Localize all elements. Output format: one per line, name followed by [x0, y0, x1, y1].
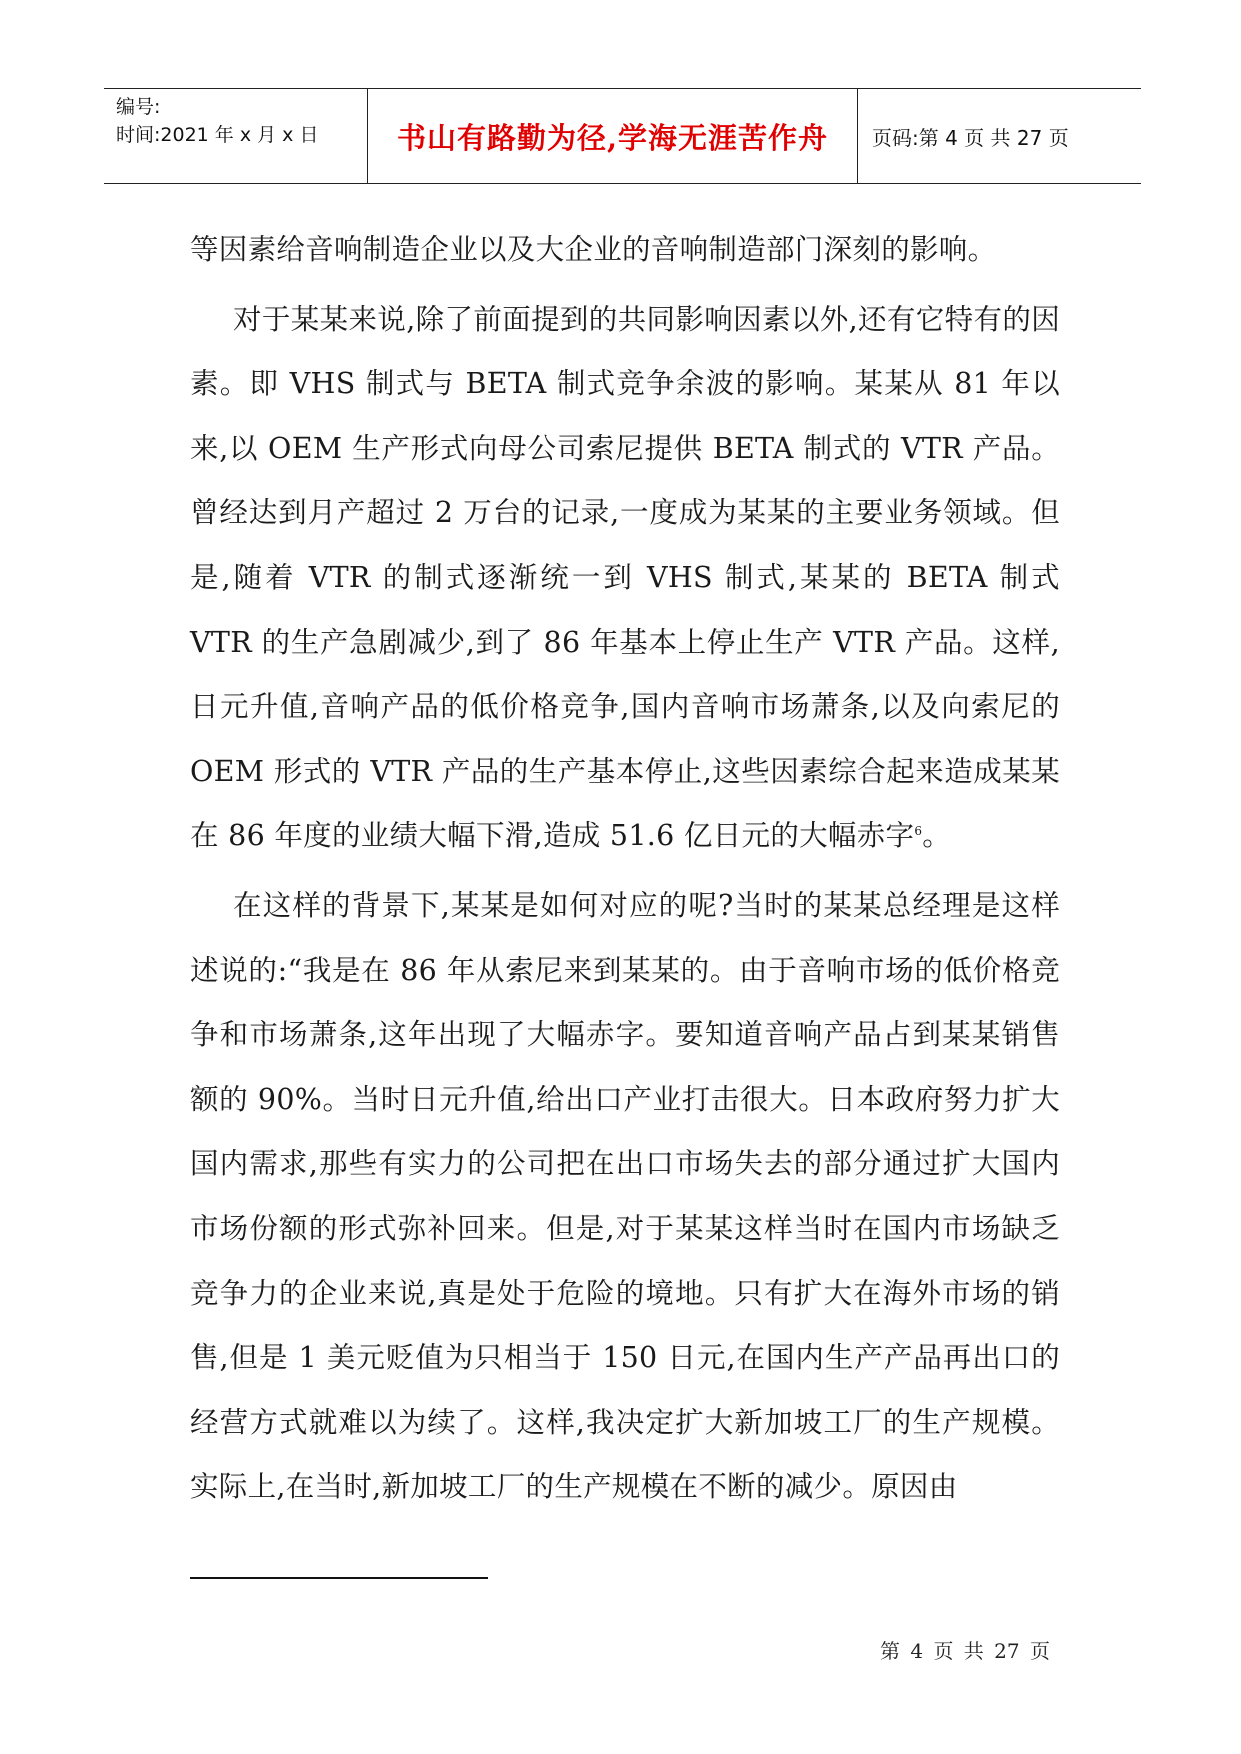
header-page-code: 页码:第 4 页 共 27 页	[872, 125, 1069, 150]
footnote-reference[interactable]: 6	[914, 824, 923, 839]
page-footer: 第 4 页 共 27 页	[880, 1639, 1050, 1663]
body-text	[190, 218, 1060, 1520]
paragraph-2	[190, 288, 1060, 869]
header-motto: 书山有路勤为径,学海无涯苦作舟	[396, 120, 829, 155]
paragraph-3: 在这样的背景下,某某是如何对应的呢?当时的某某总经理是这样述说的:“我是在 86 年从索尼来到某某的。由于音响市场的低价格竞争和市场萧条,这年出现了大幅赤字。要知道音响产品占到某某销售额的 90%。当时日元升值,给出口产业打击很大。日本政府努力扩大国内需求,那些有实力的公司把在出口市场失去的部分通过扩大国内市场份额的形式弥补回来。但是,对于某某这样当时在国内市场缺乏竞争力的企业来说,真是处于危险的境地。只有扩大在海外市场的销售,但是 1 美元贬值为只相当于 150 日元,在国内生产产品再出口的经营方式就难以为续了。这样,我决定扩大新加坡工厂的生产规模。实际上,在当时,新加坡工厂的生产规模在不断的减少。原因由	[190, 888, 1060, 1504]
paragraph-1: 等因素给音响制造企业以及大企业的音响制造部门深刻的影响。	[190, 233, 997, 266]
page-header	[104, 88, 1141, 184]
document-time-label: 时间:2021 年 x 月 x 日	[116, 124, 319, 146]
paragraph-2-text: 对于某某来说,除了前面提到的共同影响因素以外,还有它特有的因素。即 VHS 制式与 BETA 制式竞争余波的影响。某某从 81 年以来,以 OEM 生产形式向母公司索尼提供 BETA 制式的 VTR 产品。曾经达到月产超过 2 万台的记录,一度成为某某的主要业务领域。但是,随着 VTR 的制式逐渐统一到 VHS 制式,某某的 BETA 制式 VTR 的生产急剧减少,到了 86 年基本上停止生产 VTR 产品。这样,日元升值,音响产品的低价格竞争,国内音响市场萧条,以及向索尼的 OEM 形式的 VTR 产品的生产基本停止,这些因素综合起来造成某某在 86 年度的业绩大幅下滑,造成 51.6 亿日元的大幅赤字	[190, 302, 1060, 853]
paragraph-2-end: 。	[922, 819, 952, 853]
header-page-code-cell	[858, 89, 1141, 183]
footnote-separator	[190, 1577, 488, 1579]
header-motto-cell	[368, 89, 858, 183]
header-meta	[104, 89, 368, 183]
document-number-label: 编号:	[116, 96, 161, 118]
